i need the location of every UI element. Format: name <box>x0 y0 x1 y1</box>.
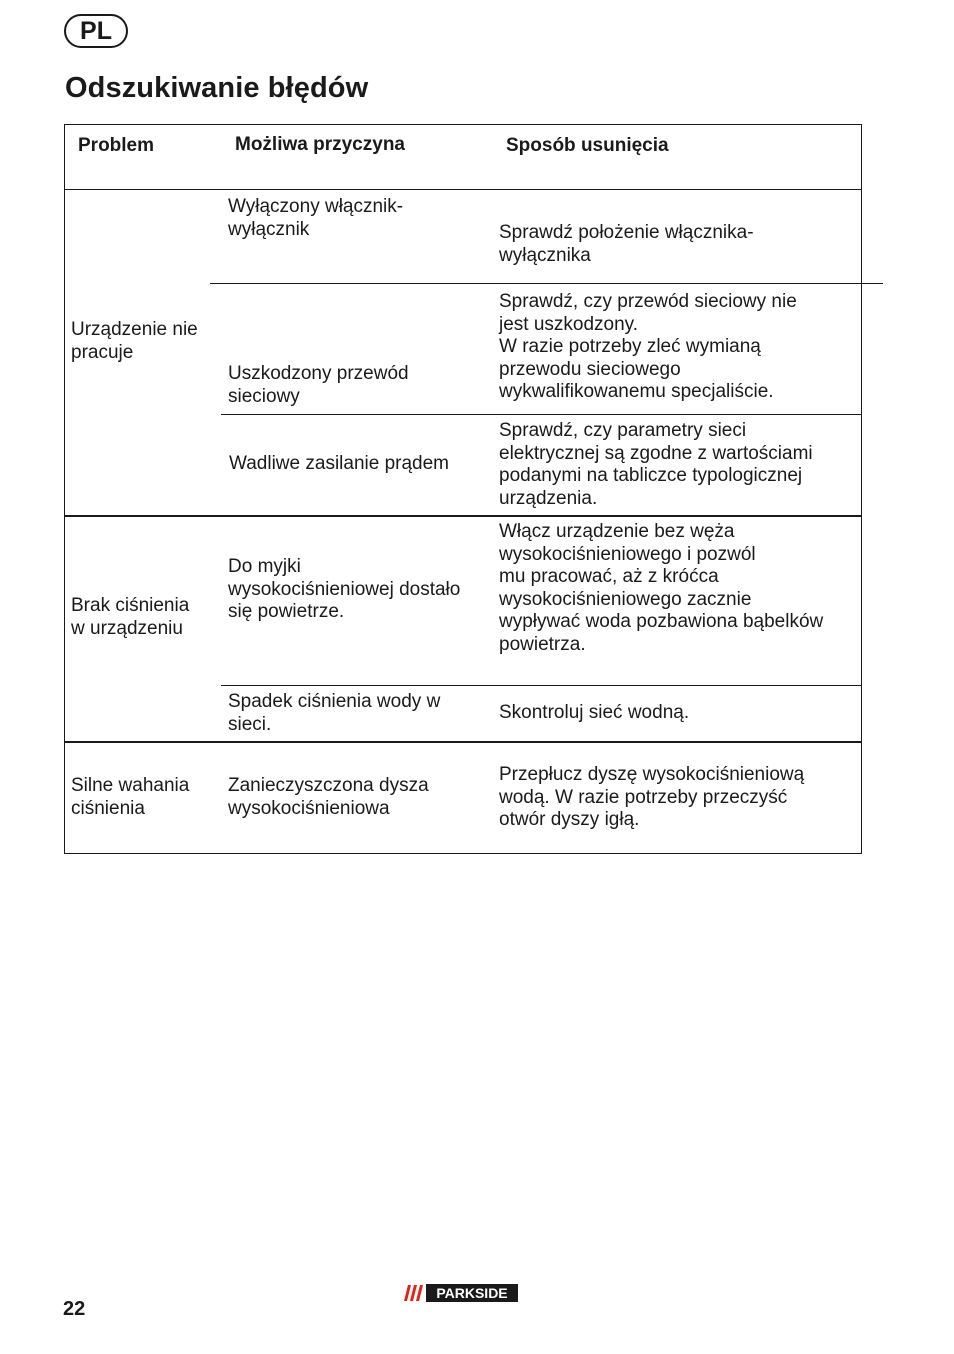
language-badge <box>64 14 128 48</box>
problem-cell: Silne wahania ciśnienia <box>71 775 190 819</box>
cause-cell: Do myjki wysokociśnieniowej dostało się powietrze. <box>228 556 461 622</box>
table-border-top <box>64 124 862 125</box>
page-title: Odszukiwanie błędów <box>65 72 369 104</box>
group-divider <box>64 741 862 743</box>
cause-cell: Uszkodzony przewód sieciowy <box>228 363 409 407</box>
header-divider <box>64 189 862 190</box>
solution-cell: Sprawdź, czy parametry sieci elektrycznej są zgodne z wartościami podanymi na tabliczce typologicznej urządzenia. <box>499 420 813 509</box>
cause-cell: Zanieczyszczona dysza wysokociśnieniowa <box>228 775 429 819</box>
parkside-logo <box>402 1283 519 1303</box>
troubleshooting-table <box>64 124 862 854</box>
header-cause: Możliwa przyczyna <box>235 134 405 155</box>
cause-cell: Spadek ciśnienia wody w sieci. <box>228 691 441 735</box>
row-divider <box>210 283 883 284</box>
problem-cell: Brak ciśnienia w urządzeniu <box>71 595 190 639</box>
problem-cell: Urządzenie nie pracuje <box>71 319 198 363</box>
header-solution: Sposób usunięcia <box>506 135 669 156</box>
solution-cell: Włącz urządzenie bez węża wysokociśnieniowego i pozwól mu pracować, aż z króćca wysokociśnieniowego zacznie wypływać woda pozbawiona bąbelków powietrza. <box>499 521 824 655</box>
language-code: PL <box>80 16 112 45</box>
solution-cell: Przepłucz dyszę wysokociśnieniową wodą. W razie potrzeby przeczyść otwór dyszy igłą. <box>499 764 805 830</box>
cause-cell: Wadliwe zasilanie prądem <box>229 453 450 474</box>
group-divider <box>64 515 862 517</box>
row-divider <box>221 685 862 686</box>
page-number: 22 <box>63 1298 86 1320</box>
logo-text: PARKSIDE <box>436 1285 508 1301</box>
header-problem: Problem <box>78 135 155 156</box>
table-border-bottom <box>64 853 862 854</box>
solution-cell: Skontroluj sieć wodną. <box>499 702 690 723</box>
table-border-right <box>861 124 862 854</box>
table-border-left <box>64 124 65 854</box>
cause-cell: Wyłączony włącznik- wyłącznik <box>228 196 404 240</box>
solution-cell: Sprawdź położenie włącznika- wyłącznika <box>499 222 754 266</box>
solution-cell: Sprawdź, czy przewód sieciowy nie jest uszkodzony. W razie potrzeby zleć wymianą przewodu sieciowego wykwalifikowanemu specjaliście. <box>499 291 797 402</box>
row-divider <box>221 414 862 415</box>
